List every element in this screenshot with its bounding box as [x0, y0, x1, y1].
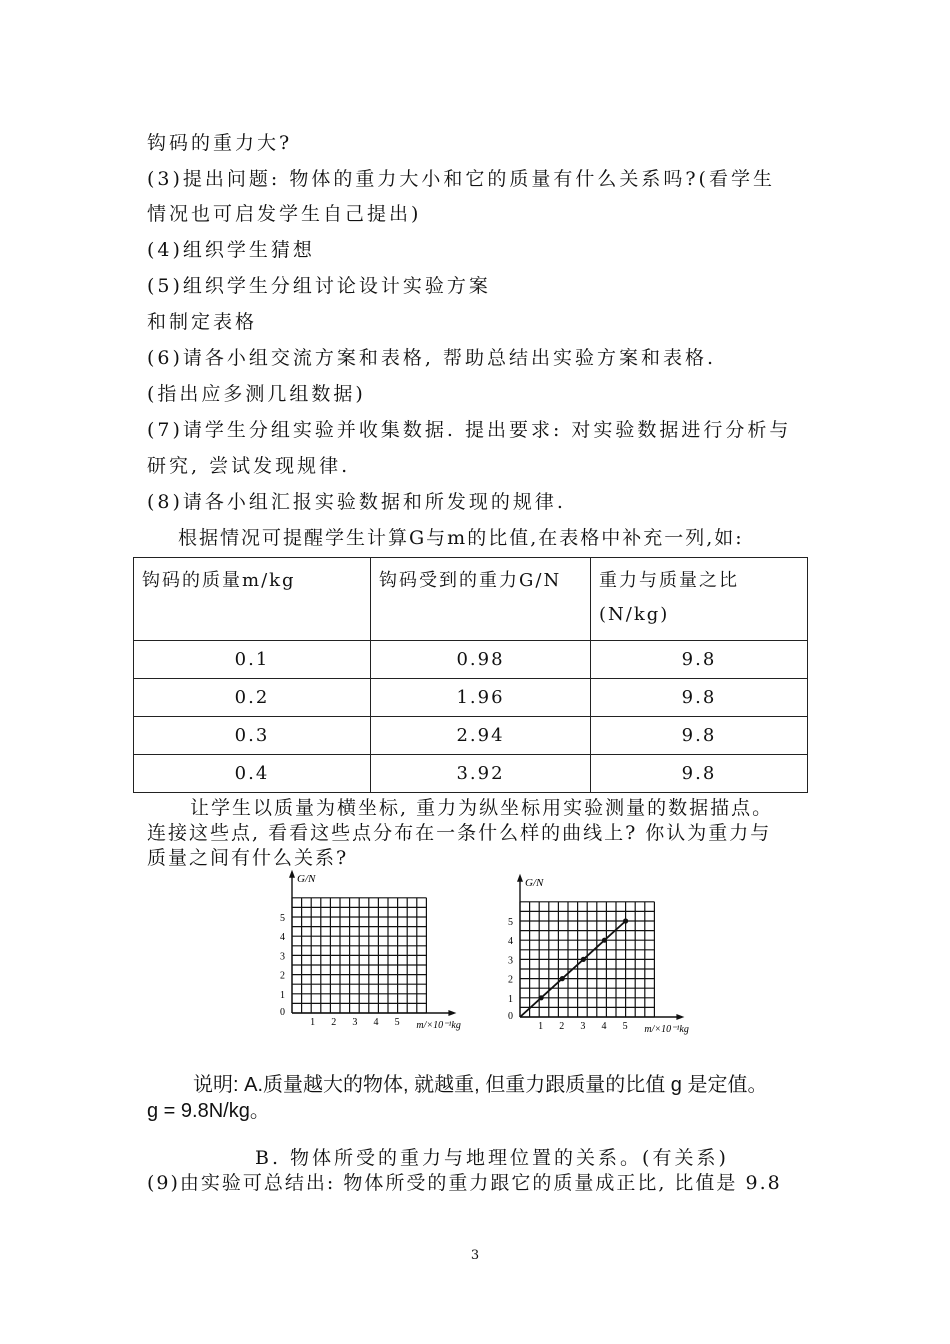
text-line-10: 研究, 尝试发现规律. — [147, 455, 351, 477]
x-tick-label: 1 — [538, 1021, 544, 1032]
empty-graph — [272, 868, 482, 1033]
table-cell: 1.96 — [371, 679, 591, 717]
table-cell: 0.4 — [134, 755, 371, 793]
note-line-3: B. 物体所受的重力与地理位置的关系。(有关系) — [255, 1147, 729, 1169]
x-tick-label: 3 — [580, 1021, 586, 1032]
y-axis-arrow — [289, 870, 295, 878]
y-tick-label: 5 — [280, 913, 285, 924]
text-line-9: (7)请学生分组实验并收集数据. 提出要求: 对实验数据进行分析与 — [147, 419, 792, 441]
y-axis-label: G/N — [297, 872, 316, 885]
x-tick-label: 5 — [622, 1021, 628, 1032]
y-axis-label: G/N — [525, 876, 544, 889]
table-row — [134, 679, 808, 717]
text-line-3: 情况也可启发学生自己提出) — [147, 203, 422, 225]
text-line-4: (4)组织学生猜想 — [147, 239, 315, 261]
y-tick-label: 1 — [280, 989, 285, 1001]
data-point — [581, 957, 586, 962]
x-tick-label: 4 — [373, 1017, 379, 1028]
text-line-6: 和制定表格 — [147, 311, 258, 333]
x-tick-label: 5 — [394, 1017, 400, 1028]
table-cell: 9.8 — [591, 755, 808, 793]
origin-label: 0 — [280, 1007, 285, 1018]
text-line-11: (8)请各小组汇报实验数据和所发现的规律. — [147, 491, 566, 513]
table-header-cell: 钩码的质量m/kg — [134, 558, 371, 641]
y-tick-label: 1 — [508, 993, 513, 1005]
text-line-5: (5)组织学生分组讨论设计实验方案 — [147, 275, 491, 297]
table-cell: 2.94 — [371, 717, 591, 755]
note-line-2: g = 9.8N/kg。 — [147, 1100, 270, 1122]
text-line-7: (6)请各小组交流方案和表格, 帮助总结出实验方案和表格. — [147, 347, 717, 369]
x-axis-label: m/×10⁻¹kg — [416, 1020, 461, 1031]
x-axis-arrow — [676, 1014, 684, 1020]
data-point — [623, 918, 628, 923]
last-line: (9)由实验可总结出: 物体所受的重力跟它的质量成正比, 比值是 9.8 — [147, 1172, 782, 1194]
table-cell: 9.8 — [591, 641, 808, 679]
x-tick-label: 2 — [559, 1021, 565, 1032]
y-tick-label: 2 — [280, 970, 285, 982]
table-header-cell: 重力与质量之比(N/kg) — [591, 558, 808, 641]
text-line-8: (指出应多测几组数据) — [147, 383, 366, 405]
table-row — [134, 717, 808, 755]
paragraph-line-2: 连接这些点, 看看这些点分布在一条什么样的曲线上? 你认为重力与 — [147, 822, 772, 844]
table-cell: 9.8 — [591, 679, 808, 717]
y-tick-label: 4 — [280, 932, 285, 944]
y-tick-label: 3 — [280, 951, 285, 963]
data-point — [560, 976, 565, 981]
table-cell: 0.98 — [371, 641, 591, 679]
x-tick-label: 3 — [352, 1017, 358, 1028]
table-header-cell: 钩码受到的重力G/N — [371, 558, 591, 641]
paragraph-line-1: 让学生以质量为横坐标, 重力为纵坐标用实验测量的数据描点。 — [190, 797, 774, 819]
data-table — [133, 557, 808, 793]
text-line-12: 根据情况可提醒学生计算G与m的比值,在表格中补充一列,如: — [178, 527, 744, 549]
note-line-1: 说明: A.质量越大的物体, 就越重, 但重力跟质量的比值 g 是定值。 — [193, 1074, 768, 1096]
x-axis-label: m/×10⁻¹kg — [644, 1024, 689, 1035]
table-cell: 0.1 — [134, 641, 371, 679]
text-line-2: (3)提出问题: 物体的重力大小和它的质量有什么关系吗?(看学生 — [147, 168, 775, 190]
page-number: 3 — [470, 1248, 480, 1263]
x-tick-label: 1 — [310, 1017, 316, 1028]
data-point — [539, 995, 544, 1000]
table-cell: 0.3 — [134, 717, 371, 755]
y-axis-arrow — [517, 874, 523, 882]
table-row — [134, 755, 808, 793]
text-line-1: 钩码的重力大? — [147, 132, 293, 154]
paragraph-line-3: 质量之间有什么关系? — [147, 847, 349, 869]
y-tick-label: 4 — [508, 936, 513, 948]
origin-label: 0 — [508, 1011, 513, 1022]
x-tick-label: 2 — [331, 1017, 337, 1028]
plotted-graph — [500, 872, 710, 1037]
table-cell: 9.8 — [591, 717, 808, 755]
y-tick-label: 3 — [508, 955, 513, 967]
table-header-row — [134, 558, 808, 641]
x-tick-label: 4 — [601, 1021, 607, 1032]
y-tick-label: 2 — [508, 974, 513, 986]
table-cell: 3.92 — [371, 755, 591, 793]
y-tick-label: 5 — [508, 917, 513, 928]
table-row — [134, 641, 808, 679]
table-cell: 0.2 — [134, 679, 371, 717]
data-point — [602, 938, 607, 943]
x-axis-arrow — [448, 1010, 456, 1016]
